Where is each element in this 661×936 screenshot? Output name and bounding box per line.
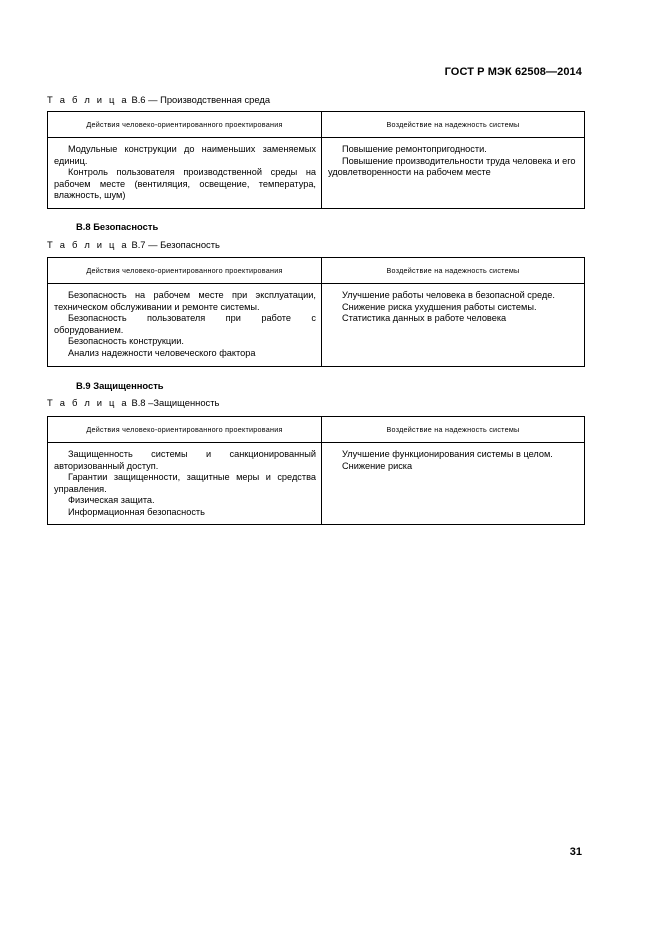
- table-b7-impact-item: Снижение риска ухудшения работы системы.: [342, 301, 537, 312]
- table-b8-impact-item: Снижение риска: [342, 460, 413, 471]
- table-b7-action-item: Анализ надежности человеческого фактора: [68, 347, 256, 358]
- table-b6-impacts-cell: [322, 138, 584, 183]
- section-b8-title: В.8 Безопасность: [76, 221, 159, 232]
- table-b8-impact-item: Улучшение функционирования системы в целом.: [342, 449, 553, 459]
- table-b7-caption-text: В.7 — Безопасность: [131, 239, 220, 250]
- table-b8-actions-cell: [48, 443, 321, 523]
- table-b8-impacts-cell: [322, 443, 584, 476]
- table-b7-caption: [47, 239, 220, 250]
- table-b8-header-actions: Действия человеко-ориентированного проектирования: [48, 417, 322, 443]
- table-b6-action-item: Модульные конструкции до наименьших заменяемых единиц.: [54, 144, 316, 166]
- table-b6-header-impact: Воздействие на надежность системы: [322, 112, 585, 138]
- table-b7-action-item: Безопасность конструкции.: [68, 336, 184, 347]
- table-b7-actions-cell: [48, 284, 321, 364]
- table-b7-action-item: Безопасность пользователя при работе с оборудованием.: [54, 313, 316, 335]
- table-b7-header-impact: Воздействие на надежность системы: [322, 258, 585, 284]
- table-b7-action-item: Безопасность на рабочем месте при эксплуатации, техническом обслуживании и ремонте системы.: [54, 290, 316, 312]
- table-b8-header-impact: Воздействие на надежность системы: [322, 417, 585, 443]
- table-b8-caption-label: Т а б л и ц а: [47, 397, 129, 408]
- table-b7-header-actions: Действия человеко-ориентированного проектирования: [48, 258, 322, 284]
- table-b6-impact-item: Повышение ремонтопригодности.: [342, 144, 487, 154]
- table-b8-action-item: Информационная безопасность: [68, 506, 205, 517]
- table-b6-caption-label: Т а б л и ц а: [47, 94, 129, 105]
- table-b8-caption: [47, 397, 219, 408]
- table-b8-action-item: Защищенность системы и санкционированный авторизованный доступ.: [54, 449, 316, 471]
- table-b6: [47, 111, 585, 209]
- section-b9-title: В.9 Защищенность: [76, 380, 164, 391]
- table-b6-action-item: Контроль пользователя производственной среды на рабочем месте (вентиляция, освещение, температура, влажность, шум): [54, 167, 316, 201]
- table-b7-impacts-cell: [322, 284, 584, 329]
- table-b7: [47, 257, 585, 367]
- table-b7-impact-item: Статистика данных в работе человека: [342, 313, 507, 324]
- table-b8-caption-text: В.8 –Защищенность: [131, 397, 220, 408]
- table-b7-impact-item: Улучшение работы человека в безопасной среде.: [342, 290, 555, 300]
- table-b8-action-item: Гарантии защищенности, защитные меры и средства управления.: [54, 472, 316, 494]
- page-number: 31: [569, 846, 582, 858]
- table-b6-caption: [47, 94, 270, 105]
- table-b8: [47, 416, 585, 525]
- document-standard-header: ГОСТ Р МЭК 62508—2014: [444, 66, 582, 78]
- table-b6-impact-item: Повышение производительности труда человека и его удовлетворенности на рабочем месте: [328, 155, 576, 178]
- table-b6-caption-text: В.6 — Производственная среда: [131, 94, 271, 105]
- table-b6-header-actions: Действия человеко-ориентированного проектирования: [48, 112, 322, 138]
- table-b7-caption-label: Т а б л и ц а: [47, 239, 129, 250]
- table-b6-actions-cell: [48, 138, 321, 206]
- table-b8-action-item: Физическая защита.: [68, 495, 155, 506]
